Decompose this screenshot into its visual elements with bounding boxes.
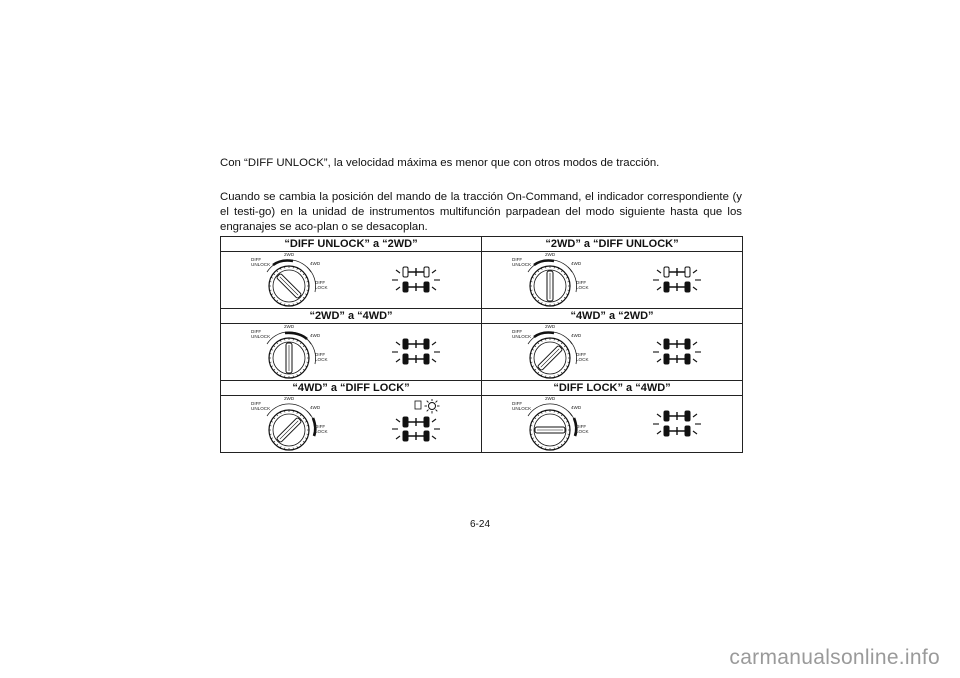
knob-diagram [221,396,351,452]
rotary-knob-icon [221,396,351,452]
label-4wd: 4WD [571,405,582,410]
rotary-knob-icon [221,252,351,308]
label-diff-lock: DIFF [315,352,326,357]
label-diff-lock: LOCK [315,429,328,434]
4wd-blink-icon [647,399,707,449]
2wd-blink-icon [386,255,446,305]
label-2wd: 2WD [284,252,295,257]
knob-diagram [221,252,351,308]
4wd-blink-icon [386,327,446,377]
label-4wd: 4WD [310,333,321,338]
indicator-area [351,255,481,305]
rotary-knob-icon [482,324,612,380]
diagram-cell [482,396,743,453]
label-4wd: 4WD [310,405,321,410]
label-diff-lock: LOCK [576,429,589,434]
label-diff-lock: DIFF [315,424,326,429]
knob-diagram [482,396,612,452]
label-2wd: 2WD [545,252,556,257]
label-diff-unlock: DIFF [251,401,262,406]
header-2wd-to-4wd: “2WD” a “4WD” [221,309,482,324]
label-diff-lock: DIFF [576,280,587,285]
diagram-cell [482,252,743,309]
label-diff-lock: DIFF [576,352,587,357]
label-diff-unlock: UNLOCK [251,406,271,411]
watermark-text: carmanualsonline.info [729,646,940,669]
label-diff-lock: LOCK [576,285,589,290]
header-2wd-to-diffunlock: “2WD” a “DIFF UNLOCK” [482,237,743,252]
indicator-area [612,255,742,305]
indicator-area [612,327,742,377]
header-4wd-to-difflock: “4WD” a “DIFF LOCK” [221,381,482,396]
header-diffunlock-to-2wd: “DIFF UNLOCK” a “2WD” [221,237,482,252]
label-diff-lock: LOCK [576,357,589,362]
indicator-area [351,399,481,449]
header-4wd-to-2wd: “4WD” a “2WD” [482,309,743,324]
label-diff-lock: LOCK [315,357,328,362]
label-diff-unlock: UNLOCK [512,406,532,411]
label-4wd: 4WD [310,261,321,266]
knob-diagram [482,324,612,380]
label-diff-unlock: DIFF [251,329,262,334]
label-2wd: 2WD [284,324,295,329]
knob-diagram [221,324,351,380]
label-diff-unlock: UNLOCK [251,262,271,267]
label-2wd: 2WD [545,324,556,329]
mode-change-table [220,236,743,453]
label-2wd: 2WD [545,396,556,401]
label-4wd: 4WD [571,261,582,266]
label-diff-unlock: DIFF [512,401,523,406]
description-paragraph: Cuando se cambia la posición del mando de la tracción On-Command, el indicador correspondiente (y el testi-go) en la unidad de instrumentos multifunción parpadean del modo siguiente hasta que los engranajes se aco-plan o se desacoplan. [220,191,742,233]
label-diff-lock: LOCK [315,285,328,290]
2wd-blink-icon [647,255,707,305]
intro-paragraph: Con “DIFF UNLOCK”, la velocidad máxima es menor que con otros modos de tracción. [220,157,660,169]
header-difflock-to-4wd: “DIFF LOCK” a “4WD” [482,381,743,396]
label-2wd: 2WD [284,396,295,401]
label-diff-lock: DIFF [315,280,326,285]
diagram-cell [482,324,743,381]
diagram-cell [221,324,482,381]
rotary-knob-icon [482,396,612,452]
4wd-blink-icon [647,327,707,377]
label-diff-unlock: UNLOCK [512,334,532,339]
rotary-knob-icon [482,252,612,308]
label-diff-unlock: DIFF [512,329,523,334]
label-diff-lock: DIFF [576,424,587,429]
diagram-cell [221,396,482,453]
label-diff-unlock: UNLOCK [512,262,532,267]
indicator-area [351,327,481,377]
diff-lock-blink-icon [386,399,446,449]
label-diff-unlock: DIFF [512,257,523,262]
diagram-cell [221,252,482,309]
indicator-area [612,399,742,449]
rotary-knob-icon [221,324,351,380]
knob-diagram [482,252,612,308]
page-number: 6-24 [469,519,490,530]
label-diff-unlock: UNLOCK [251,334,271,339]
label-4wd: 4WD [571,333,582,338]
label-diff-unlock: DIFF [251,257,262,262]
